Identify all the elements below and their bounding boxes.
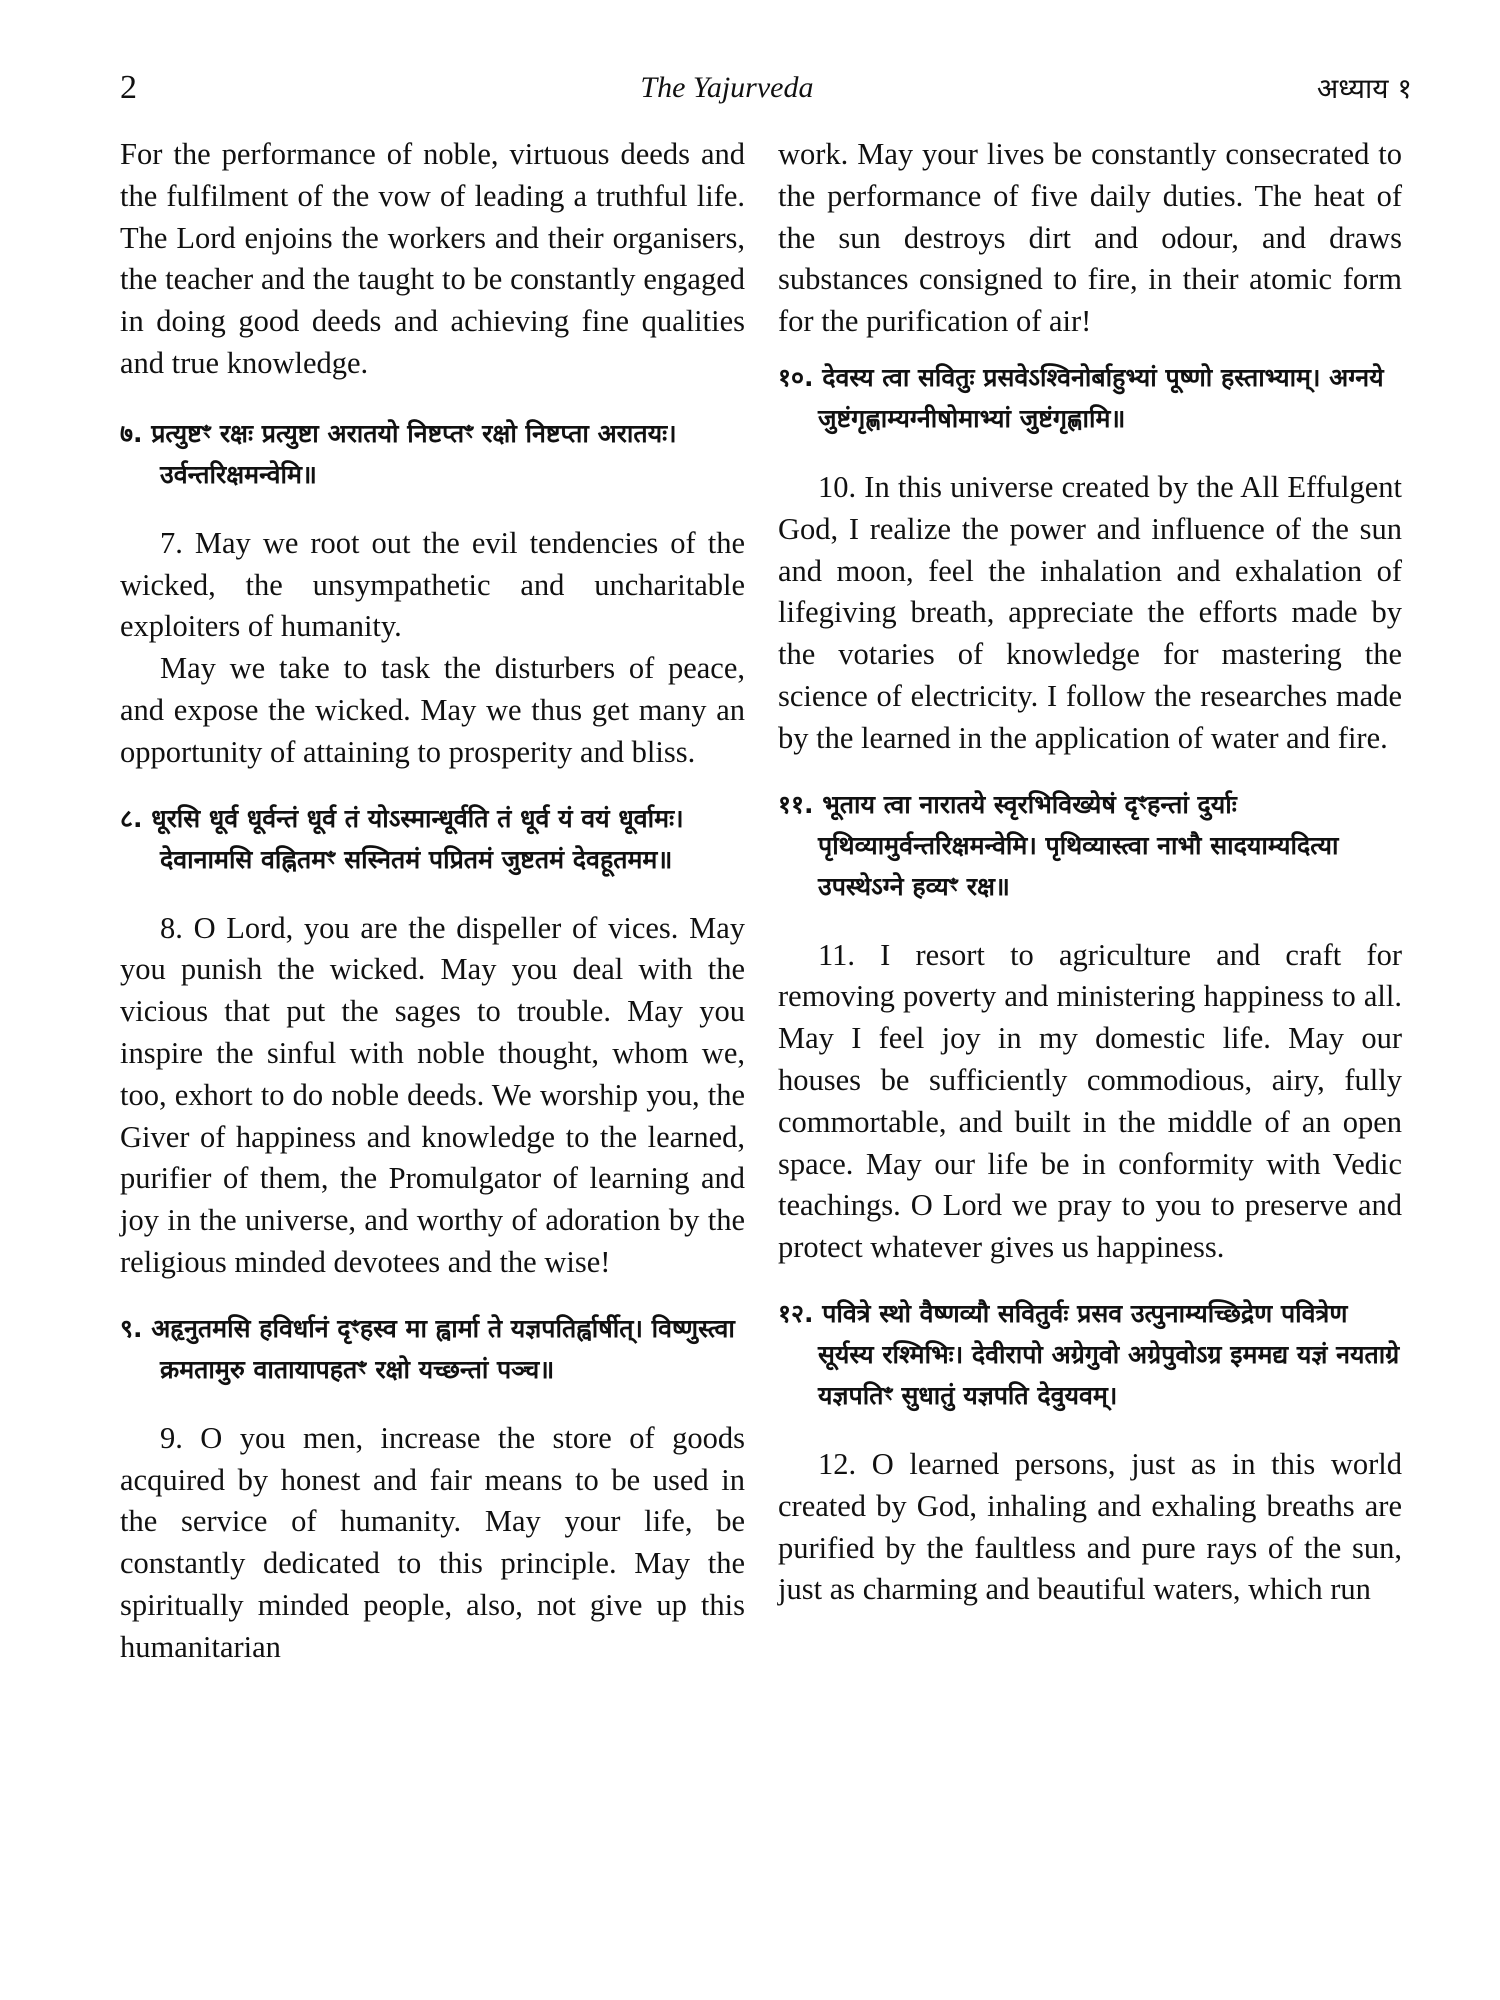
page-number: 2	[120, 69, 137, 106]
right-column	[778, 134, 1402, 1611]
verse-10-sanskrit: १०. देवस्य त्वा सवितुः प्रसवेऽश्विनोर्बाहुभ्यां पूष्णो हस्ताभ्याम्। अग्नये जुष्टंगृह्णाम्यग्नीषोमाभ्यां जुष्टंगृह्णामि॥	[778, 362, 1384, 433]
translation-9: 9. O you men, increase the store of goods acquired by honest and fair means to be used in the service of humanity. May your life, be constantly dedicated to this principle. May the spiritually minded people, also, not give up this humanitarian	[120, 1420, 745, 1664]
translation-8: 8. O Lord, you are the dispeller of vices. May you punish the wicked. May you deal with the vicious that put the sages to trouble. May you inspire the sinful with noble thought, whom we, too, exhort to do noble deeds. We worship you, the Giver of happiness and knowledge to the learned, purifier of them, the Promulgator of learning and joy in the universe, and worthy of adoration by the religious minded devotees and the wise!	[120, 910, 745, 1279]
verse-9-sanskrit: ९. अहृनुतमसि हविर्धानं दृꣳहस्व मा ह्वार्मा ते यज्ञपतिर्ह्वार्षीत्। विष्णुस्त्वा क्रमतामुरु वातायापहतꣳ रक्षो यच्छन्तां पञ्च॥	[120, 1313, 735, 1384]
running-title: The Yajurveda	[640, 71, 814, 104]
verse-8-sanskrit: ८. धूरसि धूर्व धूर्वन्तं धूर्व तं योऽस्मान्धूर्वति तं धूर्व यं वयं धूर्वामः। देवानामसि वह्नितमꣳ सस्नितमं पप्रितमं जुष्टतमं देवहूतमम॥	[120, 803, 684, 874]
chapter-label: अध्याय १	[1316, 72, 1412, 105]
translation-10: 10. In this universe created by the All Effulgent God, I realize the power and influence of the sun and moon, feel the inhalation and exhalation of lifegiving breath, appreciate the efforts made by the votaries of knowledge for mastering the science of electricity. I follow the researches made by the learned in the application of water and fire.	[778, 469, 1402, 755]
translation-7a: 7. May we root out the evil tendencies of the wicked, the unsympathetic and uncharitable exploiters of humanity.	[120, 525, 745, 644]
page-header	[120, 58, 1412, 118]
left-column	[120, 134, 745, 1669]
paragraph-continued: work. May your lives be constantly consecrated to the performance of five daily duties. The heat of the sun destroys dirt and odour, and draws substances consigned to fire, in their atomic form for the purification of air!	[778, 137, 1402, 339]
translation-12: 12. O learned persons, just as in this world created by God, inhaling and exhaling breaths are purified by the faultless and pure rays of the sun, just as charming and beautiful waters, which run	[778, 1446, 1402, 1607]
paragraph-intro: For the performance of noble, virtuous deeds and the fulfilment of the vow of leading a truthful life. The Lord enjoins the workers and their organisers, the teacher and the taught to be constantly engaged in doing good deeds and achieving fine qualities and true knowledge.	[120, 137, 745, 380]
verse-12-sanskrit: १२. पवित्रे स्थो वैष्णव्यौ सवितुर्वः प्रसव उत्पुनाम्यच्छिद्रेण पवित्रेण सूर्यस्य रश्मिभिः। देवीरापो अग्रेगुवो अग्रेपुवोऽग्र इममद्य यज्ञं नयताग्रे यज्ञपतिꣳ सुधातुं यज्ञपति देवुयवम्।	[778, 1298, 1400, 1410]
translation-11: 11. I resort to agriculture and craft for removing poverty and ministering happiness to all. May I feel joy in my domestic life. May our houses be sufficiently commodious, airy, fully commortable, and built in the middle of an open space. May our life be in conformity with Vedic teachings. O Lord we pray to you to preserve and protect whatever gives us happiness.	[778, 937, 1402, 1265]
verse-11-sanskrit: ११. भूताय त्वा नारातये स्वृरभिविख्येषं दृꣳहन्तां दुर्याः पृथिव्यामुर्वन्तरिक्षमन्वेमि। पृथिव्यास्त्वा नाभौ सादयाम्यदित्या उपस्थेऽग्ने हव्यꣳ रक्ष॥	[778, 789, 1339, 901]
translation-7b: May we take to task the disturbers of peace, and expose the wicked. May we thus get many an opportunity of attaining to prosperity and bliss.	[120, 651, 745, 769]
verse-7-sanskrit: ७. प्रत्युष्टꣳ रक्षः प्रत्युष्टा अरातयो निष्टप्तꣳ रक्षो निष्टप्ता अरातयः। उर्वन्तरिक्षमन्वेमि॥	[120, 418, 677, 489]
